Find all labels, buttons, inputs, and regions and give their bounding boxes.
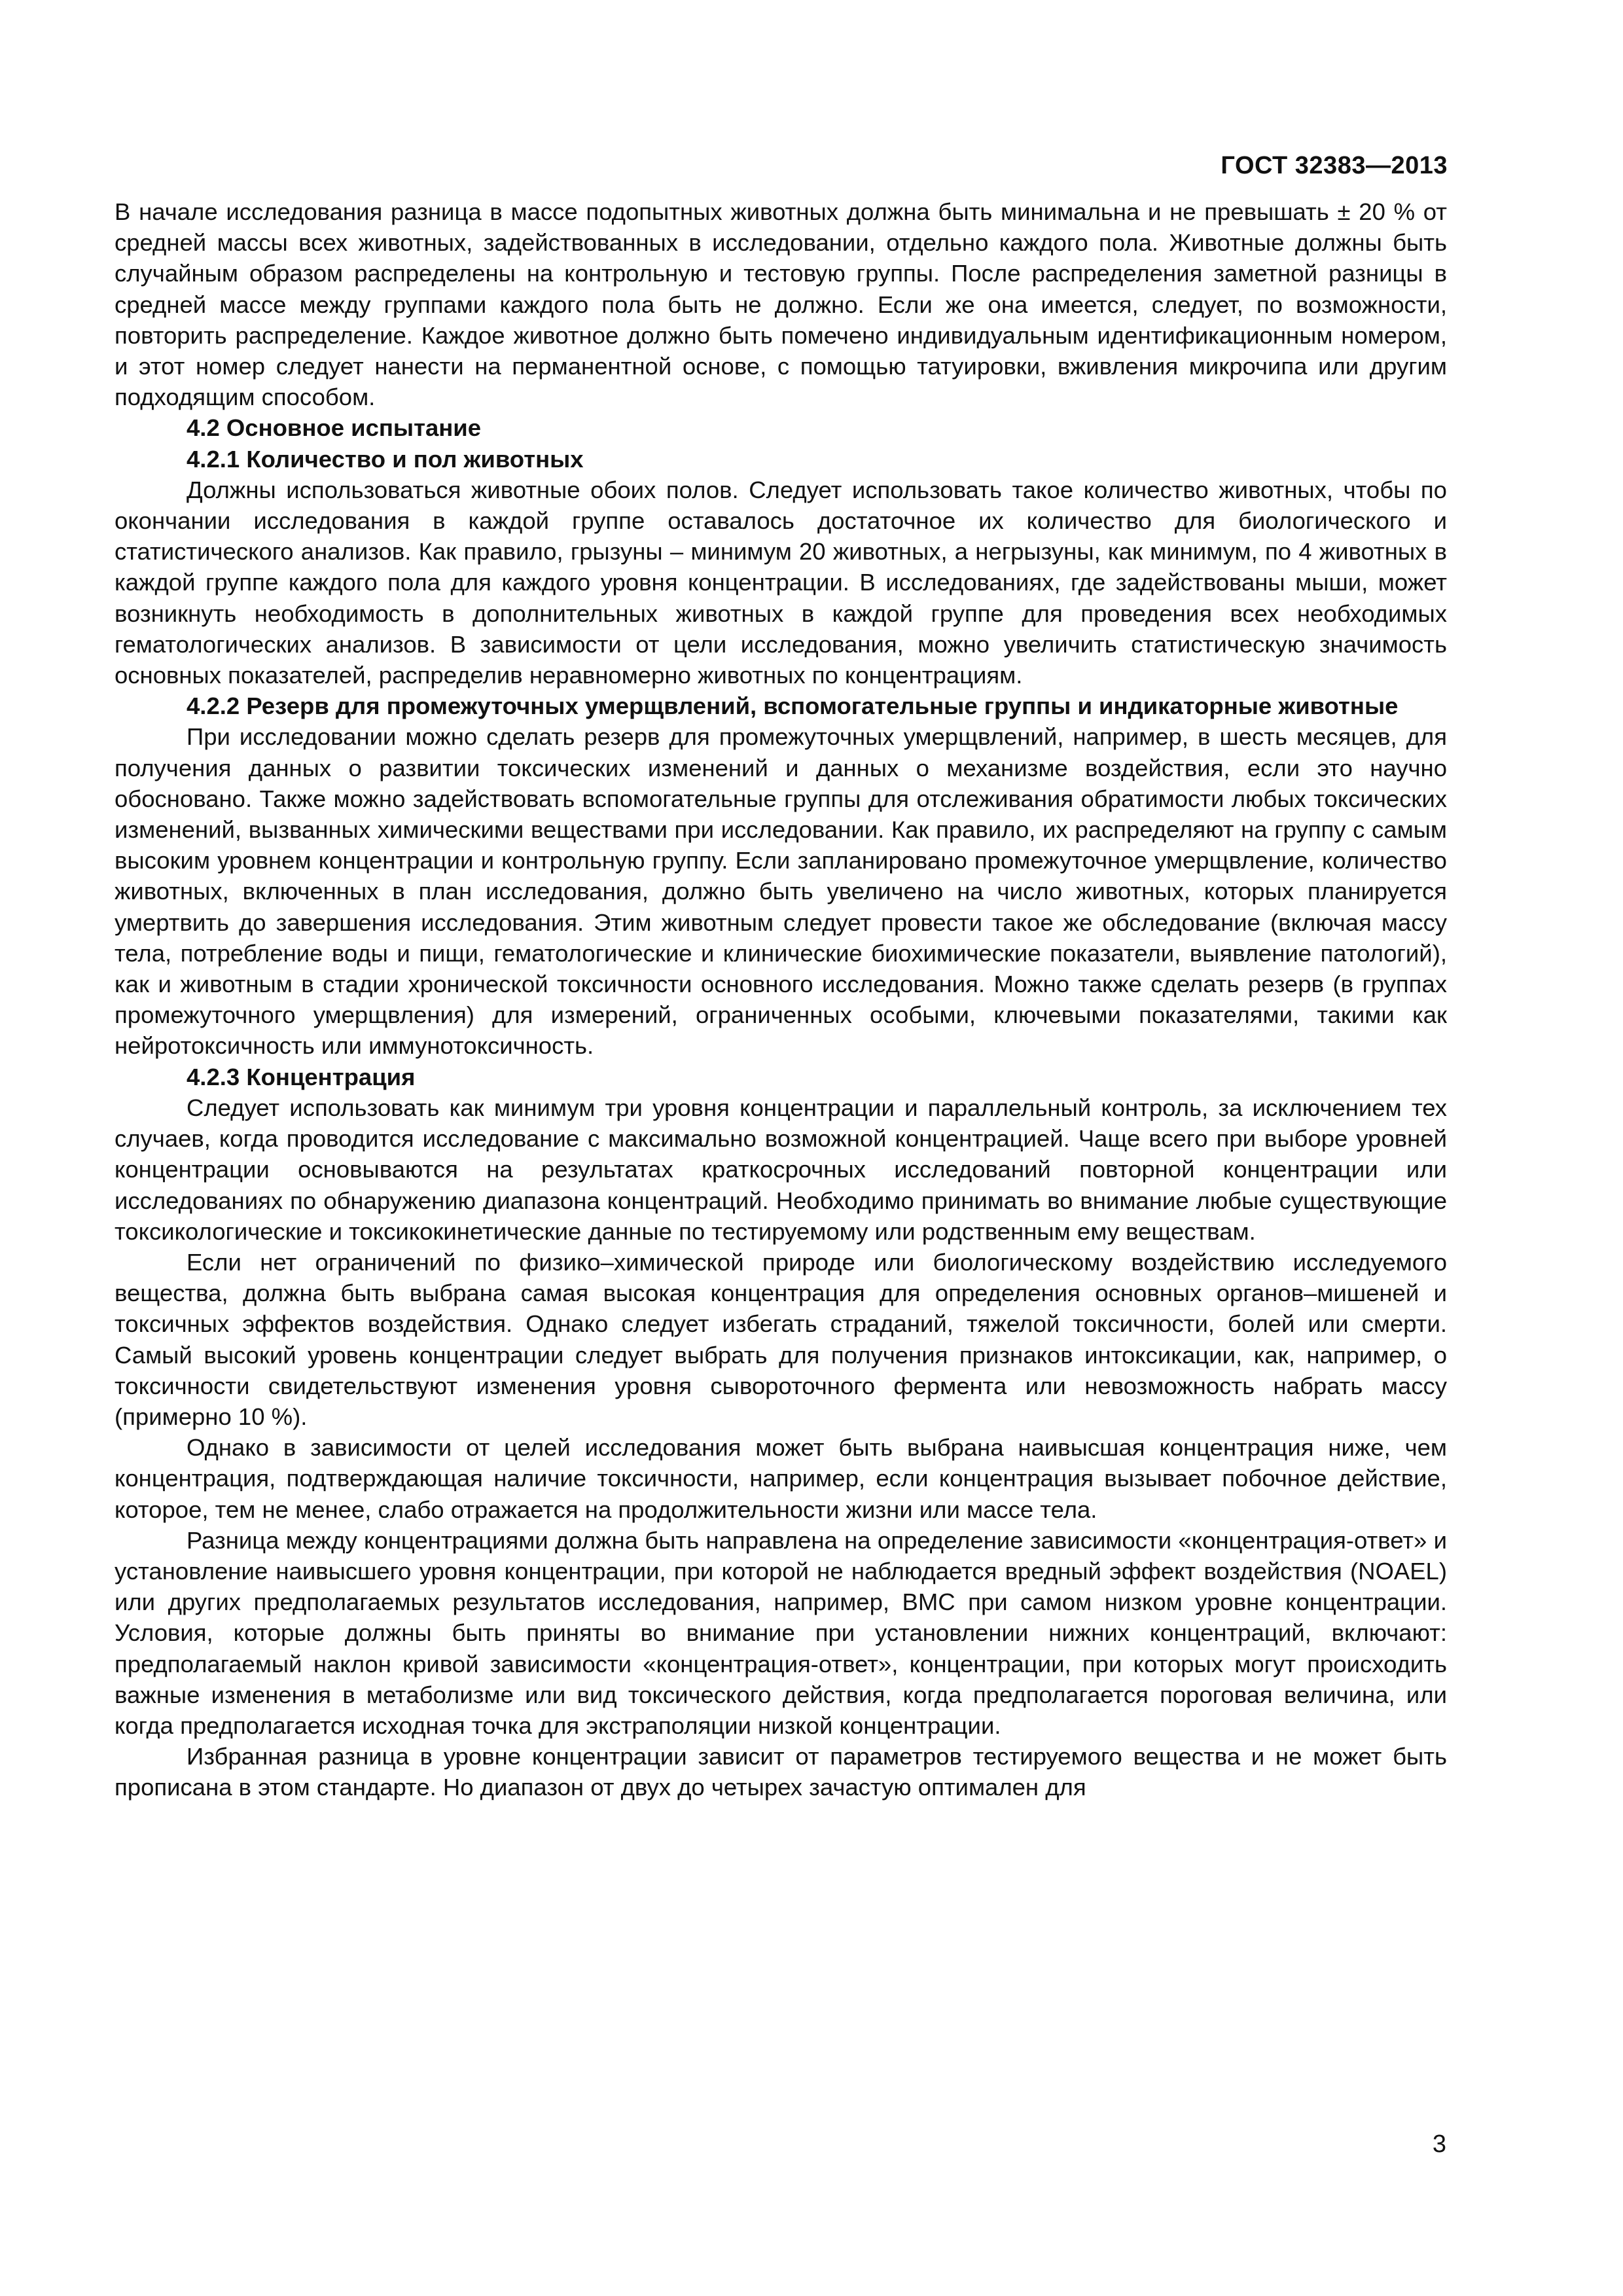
paragraph-highest-concentration: Если нет ограничений по физико–химической природе или биологическому воздействию исследуемого вещества, должна быть выбрана самая высокая концентрация для определения основных органов–мишеней и токсичных эффектов воздействия. Однако следует избегать страданий, тяжелой токсичности, болей или смерти. Самый высокий уровень концентрации следует выбрать для получения признаков интоксикации, как, например, о токсичности свидетельствуют изменения уровня сывороточного фермента или невозможность набрать массу (примерно 10 %). bbox=[115, 1248, 1447, 1430]
page-number: 3 bbox=[1432, 2130, 1446, 2158]
paragraph-concentration-levels: Следует использовать как минимум три уровня концентрации и параллельный контроль, за исключением тех случаев, когда проводится исследование с максимально возможной концентрацией. Чаще всего при выборе уровней концентрации основываются на результатах краткосрочных исследований повторной концентрации или исследованиях по обнаружению диапазона концентраций. Необходимо принимать во внимание любые существующие токсикологические и токсикокинетические данные по тестируемому или родственным ему веществам. bbox=[115, 1094, 1447, 1245]
paragraph-interim-kills: При исследовании можно сделать резерв для промежуточных умерщвлений, например, в шесть месяцев, для получения данных о развитии токсических изменений и данных о механизме воздействия, если это научно обосновано. Также можно задействовать вспомогательные группы для отслеживания обратимости любых токсических изменений, вызванных химическими веществами при исследовании. Как правило, их распределяют на группу с самым высоким уровнем концентрации и контрольную группу. Если запланировано промежуточное умерщвление, количество животных, включенных в план исследования, должно быть увеличено на число животных, которых планируется умертвить до завершения исследования. Этим животным следует провести такое же обследование (включая массу тела, потребление воды и пищи, гематологические и клинические биохимические показатели, выявление патологий), как и животным в стадии хронической токсичности основного исследования. Можно также сделать резерв (в группах промежуточного умерщвления) для измерений, ограниченных особыми, ключевыми показателями, такими как нейротоксичность или иммунотоксичность. bbox=[115, 723, 1447, 1060]
heading-4-2-2: 4.2.2 Резерв для промежуточных умерщвлений, вспомогательные группы и индикаторные животные bbox=[187, 692, 1399, 720]
paragraph-initial-mass: В начале исследования разница в массе подопытных животных должна быть минимальна и не превышать ± 20 % от средней массы всех животных, задействованных в исследовании, отдельно каждого пола. Животные должны быть случайным образом распределены на контрольную и тестовую группы. После распределения заметной разницы в средней массе между группами каждого пола быть не должно. Если же она имеется, следует, по возможности, повторить распределение. Каждое животное должно быть помечено индивидуальным идентификационным номером, и этот номер следует нанести на перманентной основе, с помощью татуировки, вживления микрочипа или другим подходящим способом. bbox=[115, 198, 1447, 411]
heading-4-2: 4.2 Основное испытание bbox=[187, 414, 482, 442]
paragraph-lower-highest: Однако в зависимости от целей исследования может быть выбрана наивысшая концентрация ниже, чем концентрация, подтверждающая наличие токсичности, например, если концентрация вызывает побочное действие, которое, тем не менее, слабо отражается на продолжительности жизни или массе тела. bbox=[115, 1434, 1447, 1523]
document-standard-id: ГОСТ 32383—2013 bbox=[1221, 152, 1448, 179]
paragraph-concentration-spacing: Разница между концентрациями должна быть направлена на определение зависимости «концентрация-ответ» и установление наивысшего уровня концентрации, при которой не наблюдается вредный эффект воздействия (NOAEL) или других предполагаемых результатов исследования, например, BMC при самом низком уровне концентрации. Условия, которые должны быть приняты во внимание при установлении нижних концентраций, включают: предполагаемый наклон кривой зависимости «концентрация-ответ», концентрации, при которых могут происходить важные изменения в метаболизме или вид токсического действия, когда предполагается пороговая величина, или когда предполагается исходная точка для экстраполяции низкой концентрации. bbox=[115, 1526, 1447, 1739]
document-body bbox=[115, 196, 1447, 1803]
heading-4-2-3: 4.2.3 Концентрация bbox=[187, 1063, 416, 1090]
heading-4-2-1: 4.2.1 Количество и пол животных bbox=[187, 445, 584, 473]
paragraph-spacing-selection: Избранная разница в уровне концентрации зависит от параметров тестируемого вещества и не может быть прописана в этом стандарте. Но диапазон от двух до четырех зачастую оптимален для bbox=[115, 1743, 1447, 1801]
paragraph-animal-count: Должны использоваться животные обоих полов. Следует использовать такое количество животных, чтобы по окончании исследования в каждой группе оставалось достаточное их количество для биологического и статистического анализов. Как правило, грызуны – минимум 20 животных, а негрызуны, как минимум, по 4 животных в каждой группе каждого пола для каждого уровня концентрации. В исследованиях, где задействованы мыши, может возникнуть необходимость в дополнительных животных в каждой группе для проведения всех необходимых гематологических анализов. В зависимости от цели исследования, можно увеличить статистическую значимость основных показателей, распределив неравномерно животных по концентрациям. bbox=[115, 476, 1447, 689]
